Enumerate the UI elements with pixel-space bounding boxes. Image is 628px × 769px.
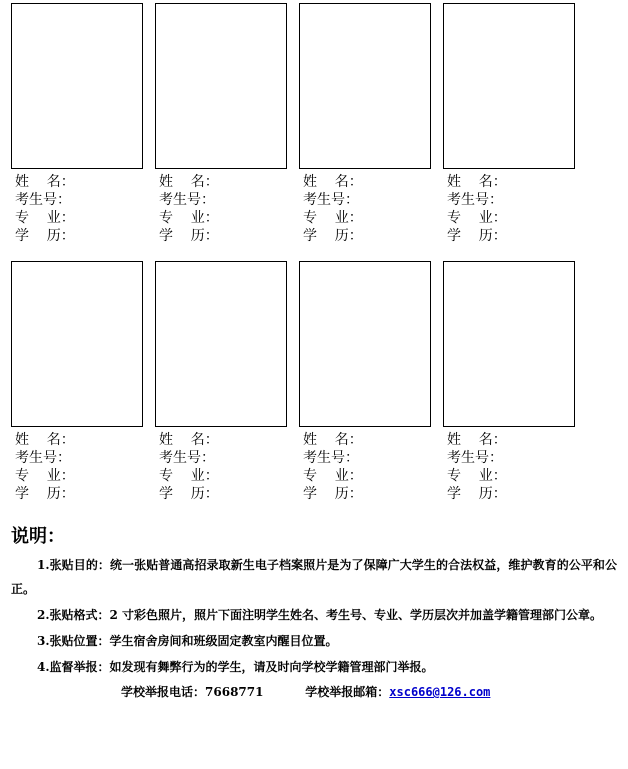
photo-frame (155, 261, 287, 427)
card-fields (155, 431, 289, 503)
photo-grid (11, 3, 577, 505)
education-label: 学 历： (159, 228, 219, 244)
photo-frame (299, 3, 431, 169)
education-label: 学 历： (303, 486, 363, 502)
exam-id-label: 考生号： (159, 192, 215, 208)
card-fields (11, 431, 145, 503)
name-label: 姓 名： (15, 174, 75, 190)
name-label: 姓 名： (159, 432, 219, 448)
major-label: 专 业： (303, 468, 363, 484)
major-label: 专 业： (447, 468, 507, 484)
photo-frame (155, 3, 287, 169)
card-fields (443, 431, 577, 503)
exam-id-label: 考生号： (15, 450, 71, 466)
name-label: 姓 名： (303, 432, 363, 448)
education-label: 学 历： (303, 228, 363, 244)
photo-frame (443, 3, 575, 169)
major-label: 专 业： (303, 210, 363, 226)
exam-id-label: 考生号： (15, 192, 71, 208)
exam-id-label: 考生号： (303, 450, 359, 466)
photo-frame (11, 261, 143, 427)
notes-section (11, 525, 617, 703)
email-label: 学校举报邮箱： (305, 685, 390, 699)
education-label: 学 历： (15, 228, 75, 244)
name-label: 姓 名： (159, 174, 219, 190)
major-label: 专 业： (159, 468, 219, 484)
student-card (443, 3, 577, 247)
phone-number: 7668771 (205, 685, 264, 699)
note-item: 3.张贴位置：学生宿舍房间和班级固定教室内醒目位置。 (37, 634, 338, 648)
student-card (299, 3, 433, 247)
card-fields (299, 431, 433, 503)
student-card (299, 261, 433, 505)
education-label: 学 历： (447, 486, 507, 502)
education-label: 学 历： (159, 486, 219, 502)
exam-id-label: 考生号： (447, 450, 503, 466)
name-label: 姓 名： (15, 432, 75, 448)
card-fields (299, 173, 433, 245)
student-card (11, 261, 145, 505)
name-label: 姓 名： (447, 432, 507, 448)
student-card (155, 261, 289, 505)
card-fields (155, 173, 289, 245)
note-item: 1.张贴目的：统一张贴普通高招录取新生电子档案照片是为了保障广大学生的合法权益，维护教育的公平和公正。 (11, 558, 617, 596)
phone-label: 学校举报电话： (121, 685, 206, 699)
exam-id-label: 考生号： (159, 450, 215, 466)
note-item: 4.监督举报：如发现有舞弊行为的学生，请及时向学校学籍管理部门举报。 (37, 660, 434, 674)
major-label: 专 业： (15, 468, 75, 484)
name-label: 姓 名： (303, 174, 363, 190)
student-card (155, 3, 289, 247)
note-item: 2.张贴格式：2 寸彩色照片，照片下面注明学生姓名、考生号、专业、学历层次并加盖学籍管理部门公章。 (37, 608, 603, 622)
major-label: 专 业： (447, 210, 507, 226)
exam-id-label: 考生号： (447, 192, 503, 208)
student-card (11, 3, 145, 247)
photo-frame (299, 261, 431, 427)
major-label: 专 业： (159, 210, 219, 226)
major-label: 专 业： (15, 210, 75, 226)
student-card (443, 261, 577, 505)
name-label: 姓 名： (447, 174, 507, 190)
photo-frame (443, 261, 575, 427)
card-fields (11, 173, 145, 245)
contact-line (11, 681, 617, 703)
photo-frame (11, 3, 143, 169)
education-label: 学 历： (447, 228, 507, 244)
email-link[interactable]: xsc666@126.com (389, 685, 491, 699)
notes-title: 说明： (11, 526, 65, 547)
education-label: 学 历： (15, 486, 75, 502)
card-fields (443, 173, 577, 245)
exam-id-label: 考生号： (303, 192, 359, 208)
